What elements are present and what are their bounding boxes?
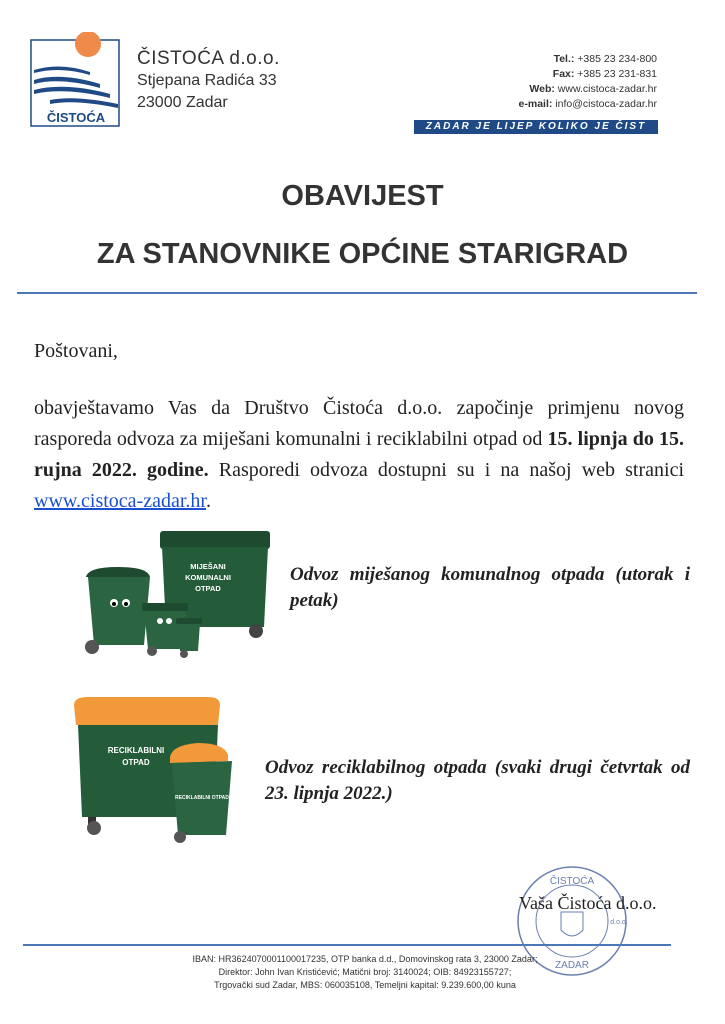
footer-court: Trgovački sud Zadar, MBS: 060035108, Temeljni kapital: 9.239.600,00 kuna [214,980,516,990]
mixed-waste-caption: Odvoz miješanog komunalnog otpada (utorak i petak) [290,564,690,611]
title-divider [17,292,697,294]
company-name: ČISTOĆA d.o.o. [137,48,280,69]
logo-text: ČISTOĆA [46,110,106,125]
website-link[interactable]: www.cistoca-zadar.hr [34,490,206,512]
footer-divider [23,944,671,946]
svg-text:MIJEŠANI: MIJEŠANI [190,562,226,571]
cistoca-logo [30,32,122,128]
fax-row: Fax: +385 23 231-831 [552,68,657,80]
recyclable-caption: Odvoz reciklabilnog otpada (svaki drugi četvrtak od 23. lipnja 2022.) [265,757,690,804]
tiny-bin [176,618,202,658]
svg-text:OTPAD: OTPAD [122,758,150,767]
signature-text: Vaša Čistoća d.o.o. [519,893,657,913]
title-main: OBAVIJEST [281,180,444,212]
svg-text:OTPAD: OTPAD [195,584,221,593]
footer-iban: IBAN: HR3624070001100017235, OTP banka d.d., Domovinskog rata 3, 23000 Zadar; [192,954,538,964]
contact-block [519,52,657,112]
small-recycle-bin [170,743,232,843]
svg-text:ZADAR: ZADAR [555,960,589,971]
svg-text:d.o.o.: d.o.o. [610,919,628,926]
notice-paragraph: obavještavamo Vas da Društvo Čistoća d.o.o. započinje primjenu novog rasporeda odvoza za miješani komunalni i reciklabilni otpad od 15. lipnja do 15. rujna 2022. godine. Rasporedi odvoza dostupni su i na našoj web stranici www.cistoca-zadar.hr. [34,397,684,512]
recyclable-bins-image [68,695,263,845]
logo-waves [34,66,118,108]
company-address-city: 23000 Zadar [137,94,228,111]
medium-bin [85,567,150,654]
logo-sun [75,32,101,57]
greeting: Poštovani, [34,340,118,362]
tel-row: Tel.: +385 23 234-800 [553,53,657,65]
date-range: 15. lipnja do 15. rujna 2022. godine. [34,428,684,481]
svg-text:RECIKLABILNI: RECIKLABILNI [107,746,165,755]
svg-text:KOMUNALNI: KOMUNALNI [185,573,231,582]
company-address-street: Stjepana Radića 33 [137,72,277,89]
email-row: e-mail: info@cistoca-zadar.hr [518,98,657,110]
web-row: Web: www.cistoca-zadar.hr [529,83,657,95]
footer-info [100,953,630,992]
slogan-banner: ZADAR JE LIJEP KOLIKO JE ČIST [414,120,658,134]
mixed-waste-bins-image [78,527,273,662]
footer-director: Direktor: John Ivan Kristićević; Matični broj: 3140024; OIB: 84923155727; [218,967,512,977]
company-block [137,48,280,114]
title-sub: ZA STANOVNIKE OPĆINE STARIGRAD [96,238,629,270]
svg-text:RECIKLABILNI OTPAD: RECIKLABILNI OTPAD [175,795,229,801]
svg-text:ČISTOĆA: ČISTOĆA [549,876,595,887]
